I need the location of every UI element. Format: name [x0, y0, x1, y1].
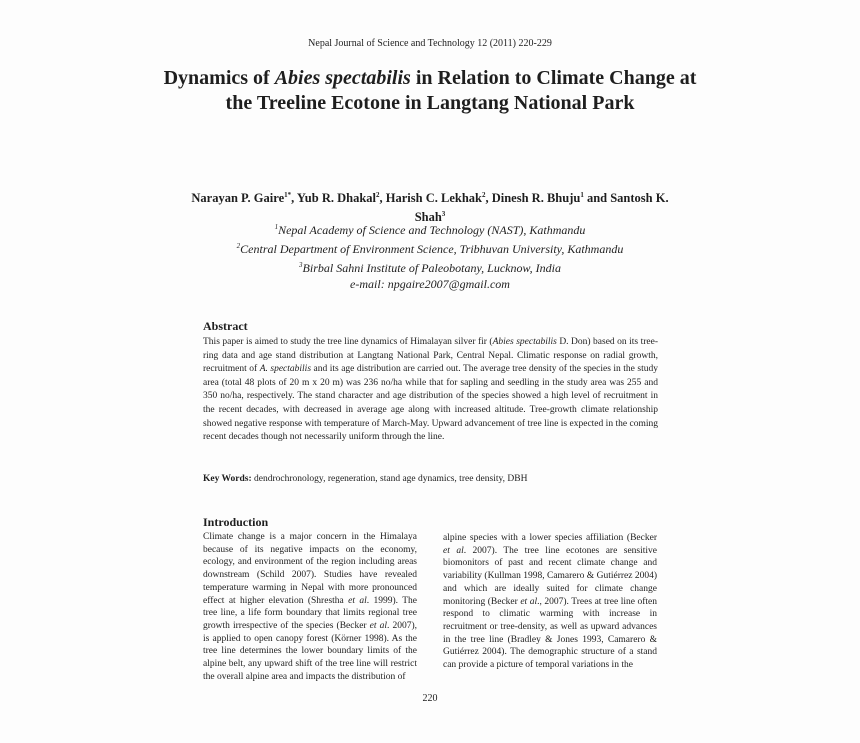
title-part2: in Relation to Climate Change at the Treeline Ecotone in Langtang National Park	[225, 67, 697, 114]
intro-text: Climate change is a major concern in the Himalaya because of its negative impacts on the economy, ecology, and environment of the region including areas downstream (Schild 2007). Studies have revealed temperature warming in Nepal with more pronounced effect at higher elevation (Shrestha	[203, 532, 417, 606]
contact-email: e-mail: npgaire2007@gmail.com	[350, 277, 510, 291]
abstract-species: A. spectabilis	[259, 364, 312, 375]
intro-text: . 1999). The tree line, a life form boundary that limits regional tree growth irrespective of the species (Becker	[203, 595, 417, 631]
affiliations	[180, 219, 680, 292]
intro-text: ., 2007). Trees at tree line often respond to climatic warming with increase in recruitment or tree-density, as well as upward advances in the tree line (Bradley & Jones 1993, Camarero & Gutiérrez 2004). The demographic structure of a stand can provide a picture of temporal variations in the	[443, 596, 657, 671]
intro-column-right	[443, 532, 657, 672]
author-sup: 1*	[284, 191, 292, 199]
introduction-heading: Introduction	[203, 515, 269, 529]
author-sup: 3	[441, 210, 446, 219]
author-name: , Harish C. Lekhak	[379, 191, 482, 206]
affiliation-line	[180, 219, 680, 238]
author-name: , Yub R. Dhakal	[291, 191, 377, 206]
abstract-species: Abies spectabilis	[492, 337, 557, 347]
author-sup: 1	[580, 191, 584, 199]
author-name: , Dinesh R. Bhuju	[485, 191, 581, 206]
abstract-text: D. Don) based on its tree-ring data and age stand distribution at Langtang National Park, Central Nepal. Climatic response on radial growth, recruitment of	[203, 337, 659, 375]
affiliation-line	[180, 238, 680, 257]
affiliation-text: Nepal Academy of Science and Technology (NAST), Kathmandu	[278, 223, 586, 237]
intro-italic: et al	[348, 595, 367, 606]
abstract-text: and its age distribution are carried out. The average tree density of the species in the study area (total 48 plots of 20 m x 20 m) was 236 no/ha while that for sapling and seedling in the study area was 255 and 350 no/ha, respectively. The stand character and age distribution of the species showed a high level of recruitment in the recent decades, with decreased in average age along with increased altitude. Tree-growth climate relationship showed negative response with temperature of March-May. Upward advancement of tree line is expected in the coming recent decades though not necessarily uniform through the line.	[203, 364, 658, 443]
affiliation-line	[180, 257, 680, 276]
keywords	[203, 474, 658, 484]
affiliation-text: Central Department of Environment Science, Tribhuvan University, Kathmandu	[240, 242, 624, 256]
intro-text: alpine species with a lower species affiliation (Becker	[443, 533, 657, 543]
affiliation-sup: 1	[274, 223, 279, 231]
paper-title	[150, 66, 710, 116]
abstract-body	[203, 336, 658, 445]
title-species: Abies spectabilis	[274, 67, 411, 89]
intro-italic: et al	[443, 545, 464, 556]
author-name: and Santosh K. Shah	[414, 191, 669, 225]
author-name: Narayan P. Gaire	[191, 191, 285, 206]
intro-text: . 2007), is applied to open canopy forest (Körner 1998). As the tree line determines the lower boundary limits of the alpine belt, any upward shift of the tree line will restrict the overall alpine area and impacts the distribution of	[203, 620, 417, 682]
affiliation-sup: 2	[236, 242, 241, 250]
affiliation-sup: 3	[299, 261, 303, 269]
title-part1: Dynamics of	[163, 67, 275, 89]
keywords-text: dendrochronology, regeneration, stand age dynamics, tree density, DBH	[251, 474, 528, 484]
abstract-heading: Abstract	[203, 319, 248, 333]
intro-italic: et al	[369, 620, 387, 631]
author-sup: 2	[481, 191, 486, 199]
author-sup: 2	[376, 191, 380, 199]
intro-text: . 2007). The tree line ecotones are sensitive biomonitors of past and recent climate change and variability (Kullman 1998, Camarero & Gutiérrez 2004) and which are ideally suited for climate change monitoring (Becker	[443, 545, 658, 607]
intro-italic: et al	[520, 596, 538, 607]
journal-header: Nepal Journal of Science and Technology 12 (2011) 220-229	[308, 38, 552, 49]
abstract-text: This paper is aimed to study the tree line dynamics of Himalayan silver fir (	[203, 337, 493, 347]
page-number: 220	[422, 693, 438, 704]
affiliation-text: Birbal Sahni Institute of Paleobotany, Lucknow, India	[302, 261, 561, 275]
intro-column-left	[203, 531, 417, 683]
keywords-label: Key Words:	[203, 474, 252, 484]
